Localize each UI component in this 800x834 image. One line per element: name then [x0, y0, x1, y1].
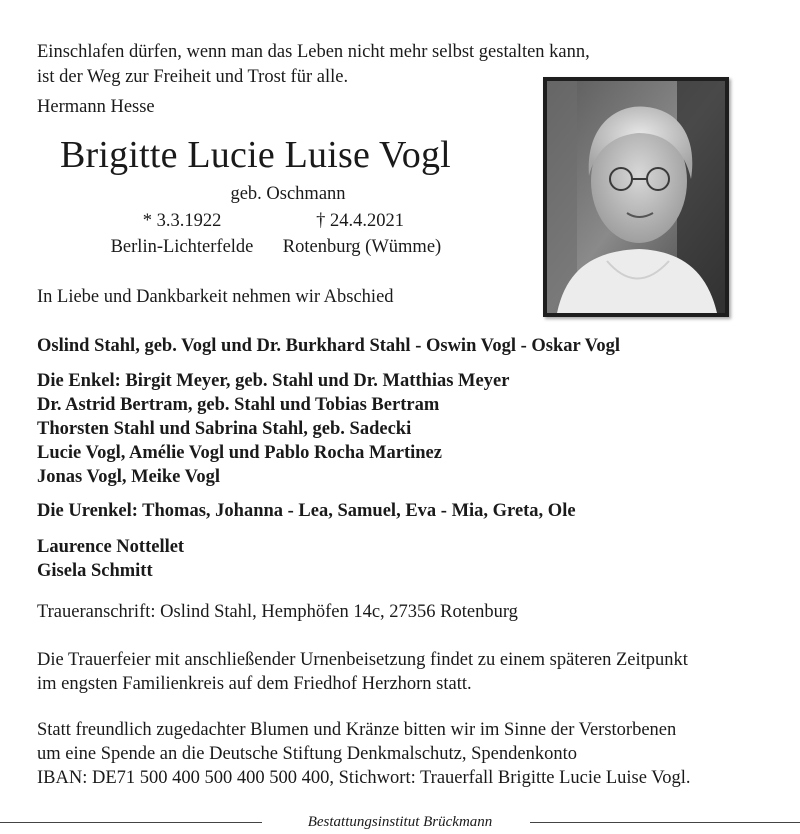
great-grandchildren-line: Die Urenkel: Thomas, Johanna - Lea, Samuel, Eva - Mia, Greta, Ole [37, 501, 576, 521]
farewell-text: In Liebe und Dankbarkeit nehmen wir Abschied [37, 287, 394, 307]
other-mourner: Gisela Schmitt [37, 561, 153, 581]
death-place: Rotenburg (Wümme) [282, 237, 442, 257]
donation-line: IBAN: DE71 500 400 500 400 500 400, Stichwort: Trauerfall Brigitte Lucie Luise Vogl. [37, 768, 691, 788]
mourning-address: Traueranschrift: Oslind Stahl, Hemphöfen 14c, 27356 Rotenburg [37, 602, 518, 622]
grandchildren-line: Thorsten Stahl und Sabrina Stahl, geb. Sadecki [37, 419, 412, 439]
birth-date: * 3.3.1922 [142, 211, 222, 231]
birth-place: Berlin-Lichterfelde [110, 237, 254, 257]
grandchildren-line: Dr. Astrid Bertram, geb. Stahl und Tobias Bertram [37, 395, 440, 415]
other-mourner: Laurence Nottellet [37, 537, 185, 557]
quote-line: Einschlafen dürfen, wenn man das Leben nicht mehr selbst gestalten kann, [37, 42, 590, 62]
ceremony-line: im engsten Familienkreis auf dem Friedhof Herzhorn statt. [37, 674, 472, 694]
ceremony-line: Die Trauerfeier mit anschließender Urnenbeisetzung findet zu einem späteren Zeitpunkt [37, 650, 688, 670]
funeral-home-name: Bestattungsinstitut Brückmann [307, 814, 493, 830]
donation-line: Statt freundlich zugedachter Blumen und Kränze bitten wir im Sinne der Verstorbenen [37, 720, 677, 740]
deceased-name: Brigitte Lucie Luise Vogl [60, 134, 451, 176]
portrait-photo [543, 77, 729, 317]
grandchildren-line: Lucie Vogl, Amélie Vogl und Pablo Rocha Martinez [37, 443, 442, 463]
quote-author: Hermann Hesse [37, 97, 155, 117]
grandchildren-line: Die Enkel: Birgit Meyer, geb. Stahl und Dr. Matthias Meyer [37, 371, 510, 391]
grandchildren-line: Jonas Vogl, Meike Vogl [37, 467, 220, 487]
death-date: † 24.4.2021 [316, 211, 404, 231]
portrait-image [547, 81, 725, 313]
donation-line: um eine Spende an die Deutsche Stiftung Denkmalschutz, Spendenkonto [37, 744, 577, 764]
birth-name: geb. Oschmann [230, 184, 346, 204]
quote-line: ist der Weg zur Freiheit und Trost für alle. [37, 67, 349, 87]
children-line: Oslind Stahl, geb. Vogl und Dr. Burkhard Stahl - Oswin Vogl - Oskar Vogl [37, 336, 620, 356]
